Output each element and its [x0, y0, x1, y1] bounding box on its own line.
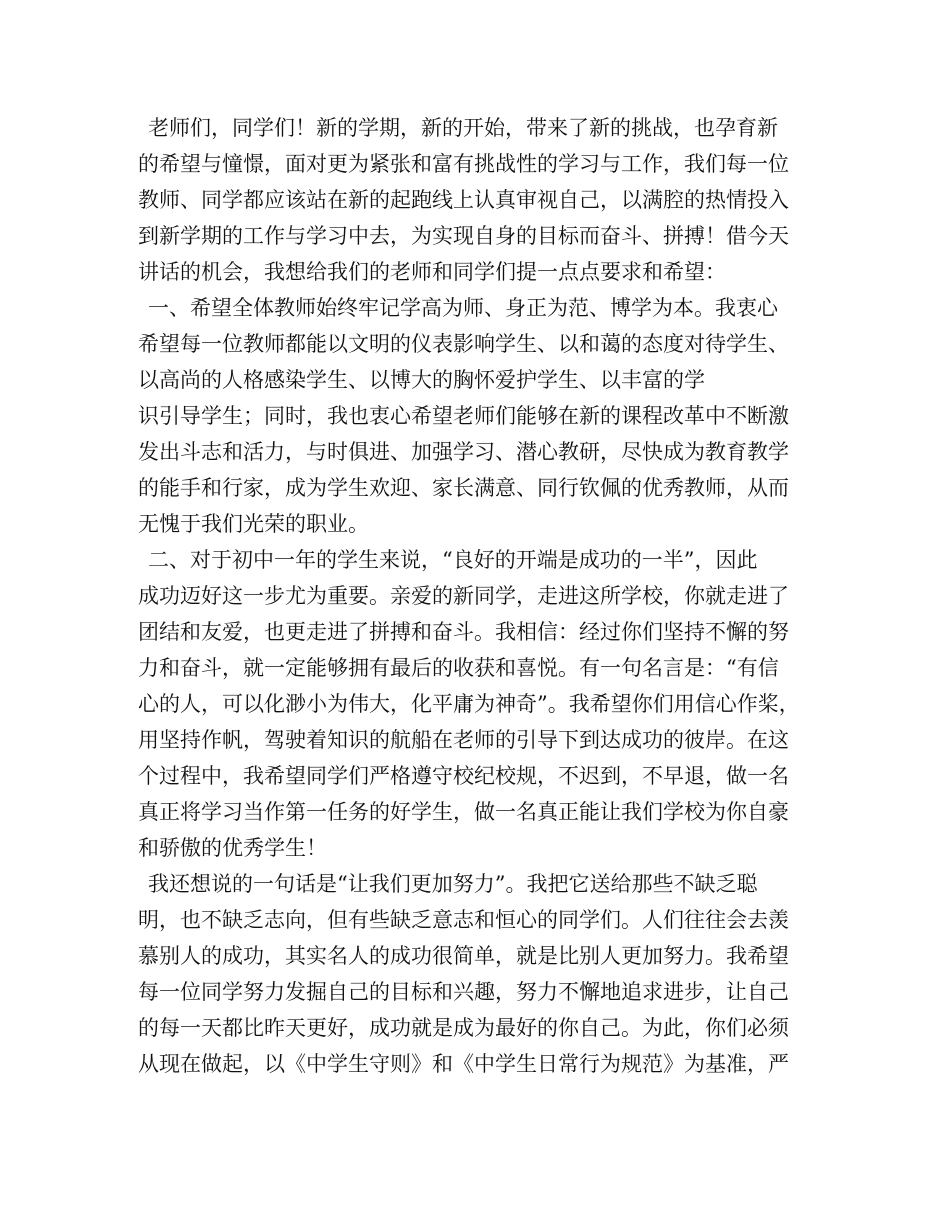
text-line: 我还想说的一句话是“让我们更加努力”。我把它送给那些不缺乏聪	[148, 872, 758, 896]
text-line: 的希望与憧憬，面对更为紧张和富有挑战性的学习与工作，我们每一位	[138, 152, 789, 176]
text-line: 识引导学生；同时，我也衷心希望老师们能够在新的课程改革中不断激	[138, 404, 789, 428]
text-line: 成功迈好这一步尤为重要。亲爱的新同学，走进这所学校，你就走进了	[138, 584, 789, 608]
text-line: 讲话的机会，我想给我们的老师和同学们提一点点要求和希望：	[138, 260, 726, 284]
speech-text	[138, 110, 828, 1082]
text-line: 团结和友爱，也更走进了拼搏和奋斗。我相信：经过你们坚持不懈的努	[138, 620, 789, 644]
text-line: 的每一天都比昨天更好，成功就是成为最好的你自己。为此，你们必须	[138, 1016, 789, 1040]
text-line: 希望每一位教师都能以文明的仪表影响学生、以和蔼的态度对待学生、	[138, 332, 789, 356]
text-line: 以高尚的人格感染学生、以博大的胸怀爱护学生、以丰富的学	[138, 368, 705, 392]
text-line: 和骄傲的优秀学生！	[138, 836, 327, 860]
text-line: 慕别人的成功，其实名人的成功很简单，就是比别人更加努力。我希望	[138, 944, 789, 968]
text-line: 从现在做起，以《中学生守则》和《中学生日常行为规范》为基准，严	[138, 1052, 789, 1076]
text-line: 力和奋斗，就一定能够拥有最后的收获和喜悦。有一句名言是：“有信	[138, 656, 779, 680]
text-line: 无愧于我们光荣的职业。	[138, 512, 369, 536]
text-line: 二、对于初中一年的学生来说，“良好的开端是成功的一半”，因此	[148, 548, 758, 572]
text-line: 用坚持作帆，驾驶着知识的航船在老师的引导下到达成功的彼岸。在这	[138, 728, 789, 752]
text-line: 一、希望全体教师始终牢记学高为师、身正为范、博学为本。我衷心	[148, 296, 778, 320]
text-line: 发出斗志和活力，与时俱进、加强学习、潜心教研，尽快成为教育教学	[138, 440, 789, 464]
text-line: 个过程中，我希望同学们严格遵守校纪校规，不迟到，不早退，做一名	[138, 764, 789, 788]
text-line: 的能手和行家，成为学生欢迎、家长满意、同行钦佩的优秀教师，从而	[138, 476, 789, 500]
text-line: 到新学期的工作与学习中去，为实现自身的目标而奋斗、拼搏！借今天	[138, 224, 789, 248]
text-line: 老师们，同学们！新的学期，新的开始，带来了新的挑战，也孕育新	[148, 116, 778, 140]
text-line: 每一位同学努力发掘自己的目标和兴趣，努力不懈地追求进步，让自己	[138, 980, 789, 1004]
text-line: 真正将学习当作第一任务的好学生，做一名真正能让我们学校为你自豪	[138, 800, 789, 824]
text-line: 心的人，可以化渺小为伟大，化平庸为神奇”。我希望你们用信心作桨，	[138, 692, 800, 716]
text-line: 明，也不缺乏志向，但有些缺乏意志和恒心的同学们。人们往往会去羡	[138, 908, 789, 932]
text-line: 教师、同学都应该站在新的起跑线上认真审视自己，以满腔的热情投入	[138, 188, 789, 212]
